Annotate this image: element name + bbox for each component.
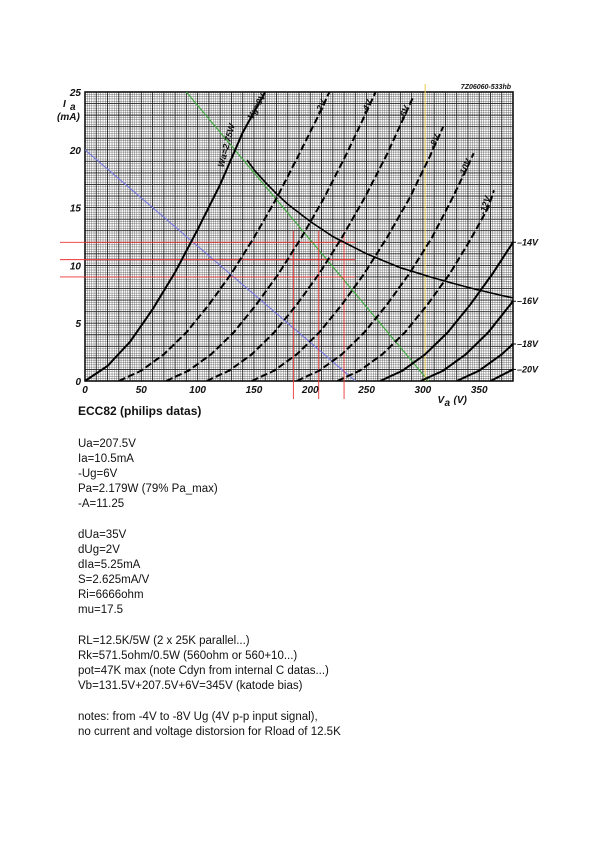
operating-point-group — [78, 437, 578, 512]
curve-label: -10V — [456, 157, 474, 179]
note-line: dIa=5.25mA — [78, 559, 141, 571]
note-line: -A=11.25 — [78, 498, 125, 510]
curve-label: Vg=0V — [245, 91, 268, 122]
remarks-group — [78, 710, 578, 740]
y-tick-label: 15 — [69, 203, 81, 215]
note-line: pot=47K max (note Cdyn from internal C datas...) — [78, 665, 329, 677]
x-axis-title: V — [437, 395, 445, 406]
curve-label: -2V — [313, 98, 329, 116]
y-axis-title-sub: a — [70, 102, 76, 113]
note-line: S=2.625mA/V — [78, 574, 150, 586]
figure-reference-code: 7Z06060-533hb — [460, 84, 511, 91]
curve-label: –20V — [517, 364, 539, 375]
note-line: Ri=6666ohm — [78, 589, 144, 601]
note-line: Vb=131.5V+207.5V+6V=345V (katode bias) — [78, 680, 303, 692]
x-tick-label: 200 — [301, 385, 319, 396]
note-line: Rk=571.5ohm/0.5W (560ohm or 560+10...) — [78, 650, 298, 662]
chart-svg — [0, 0, 595, 410]
note-line: dUa=35V — [78, 529, 127, 541]
note-line: RL=12.5K/5W (2 x 25K parallel...) — [78, 635, 250, 647]
x-tick-label: 0 — [82, 385, 88, 396]
anode-characteristics-chart — [0, 0, 595, 410]
parameters-group — [78, 528, 578, 618]
note-line: dUg=2V — [78, 544, 120, 556]
x-axis-title-sub: a — [444, 398, 451, 409]
curve-label: –14V — [517, 237, 539, 248]
y-tick-label: 20 — [69, 145, 81, 157]
curve-label: –16V — [517, 296, 539, 307]
note-line: notes: from -4V to -8V Ug (4V p-p input signal), — [78, 711, 318, 723]
y-axis-unit: (mA) — [57, 112, 80, 123]
y-tick-label: 10 — [69, 261, 81, 273]
x-tick-label: 100 — [189, 385, 206, 396]
x-tick-label: 250 — [358, 385, 375, 396]
curve-label: -8V — [426, 133, 442, 150]
note-line: Ia=10.5mA — [78, 453, 134, 465]
y-tick-label: 5 — [75, 319, 81, 331]
curve-label: –18V — [517, 339, 539, 350]
curve-label: -12V — [477, 194, 493, 216]
x-axis-unit: (V) — [453, 395, 467, 406]
y-tick-label: 25 — [69, 88, 81, 99]
x-tick-label: 150 — [245, 385, 263, 396]
note-line: Ua=207.5V — [78, 438, 136, 450]
x-tick-label: 300 — [414, 385, 432, 396]
note-line: mu=17.5 — [78, 604, 124, 616]
curve-label: -4V — [359, 98, 375, 116]
y-tick-label: 0 — [75, 377, 81, 388]
x-tick-label: 350 — [470, 385, 488, 396]
y-axis-title: I — [63, 99, 66, 110]
notes-panel — [78, 404, 578, 756]
notes-heading: ECC82 (philips datas) — [78, 404, 202, 418]
components-group — [78, 634, 578, 694]
max-dissipation-label: Wa=2.75W — [215, 122, 237, 169]
note-line: Pa=2.179W (79% Pa_max) — [78, 483, 218, 495]
note-line: -Ug=6V — [78, 468, 118, 480]
note-line: no current and voltage distorsion for Rload of 12.5K — [78, 726, 341, 738]
curve-label: -6V — [396, 104, 412, 121]
x-tick-label: 50 — [135, 385, 147, 396]
